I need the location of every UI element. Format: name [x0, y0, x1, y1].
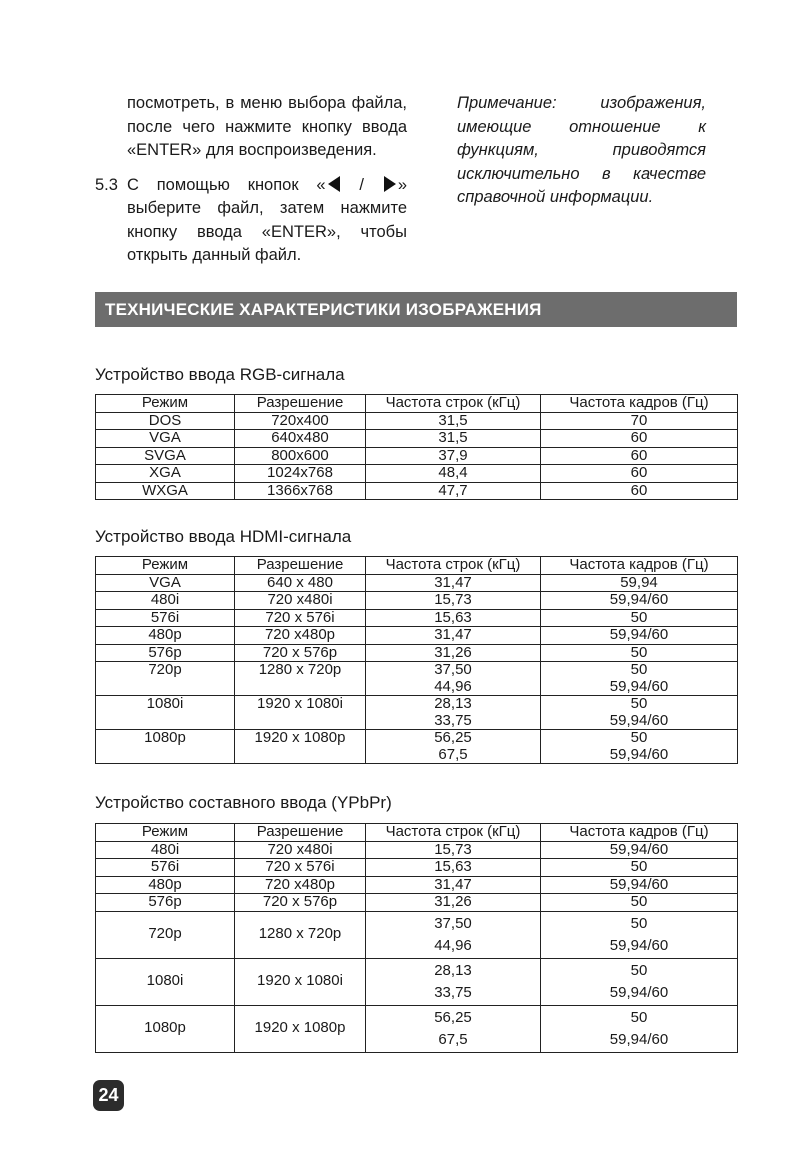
cell-hfreq: 31,5	[366, 430, 541, 448]
hfreq-value-2: 44,96	[434, 677, 472, 695]
cell-mode: 576i	[96, 859, 235, 877]
header-resolution: Разрешение	[235, 557, 366, 575]
table-row	[96, 465, 738, 483]
item-number: 5.3	[95, 175, 118, 194]
table-row	[96, 482, 738, 500]
cell-hfreq: 31,47	[366, 876, 541, 894]
cell-resolution: 1920 x 1080p	[235, 1005, 366, 1052]
cell-vfreq: 70	[541, 412, 738, 430]
cell-vfreq: 60	[541, 447, 738, 465]
cell-mode: 480p	[96, 627, 235, 645]
cell-hfreq: 47,7	[366, 482, 541, 500]
cell-vfreq: 59,94/60	[541, 627, 738, 645]
header-hfreq: Частота строк (кГц)	[366, 557, 541, 575]
cell-vfreq: 50	[541, 609, 738, 627]
cell-mode: DOS	[96, 412, 235, 430]
hfreq-value-1: 28,13	[434, 961, 472, 979]
continued-paragraph: посмотреть, в меню выбора файла, после чего нажмите кнопку ввода «ENTER» для воспроизведения.	[127, 94, 407, 159]
table-row	[96, 876, 738, 894]
vfreq-value-1: 50	[630, 961, 648, 979]
cell-hfreq: 15,73	[366, 592, 541, 610]
table-row	[96, 609, 738, 627]
header-mode: Режим	[96, 824, 235, 842]
cell-vfreq: 50	[541, 644, 738, 662]
hfreq-value-1: 37,50	[434, 914, 472, 932]
cell-mode: 1080i	[96, 696, 235, 730]
header-mode: Режим	[96, 557, 235, 575]
header-resolution: Разрешение	[235, 824, 366, 842]
cell-mode: 576i	[96, 609, 235, 627]
cell-hfreq: 15,73	[366, 841, 541, 859]
cell-mode: 720p	[96, 662, 235, 696]
header-hfreq: Частота строк (кГц)	[366, 395, 541, 413]
cell-hfreq	[366, 662, 541, 696]
note-column: Примечание: изображения, имеющие отношение к функциям, приводятся исключительно в качестве справочной информации.	[457, 94, 706, 206]
hfreq-value-1: 56,25	[434, 1008, 472, 1026]
hfreq-value-2: 33,75	[434, 983, 472, 1001]
rgb-table-caption: Устройство ввода RGB-сигнала	[95, 365, 345, 384]
vfreq-value-1: 50	[630, 729, 648, 746]
table-row	[96, 958, 738, 1005]
table-row	[96, 447, 738, 465]
cell-vfreq	[541, 911, 738, 958]
cell-mode: 720p	[96, 911, 235, 958]
cell-vfreq: 60	[541, 430, 738, 448]
cell-vfreq: 60	[541, 465, 738, 483]
cell-mode: 480i	[96, 592, 235, 610]
cell-hfreq: 15,63	[366, 609, 541, 627]
cell-resolution: 1920 x 1080i	[235, 958, 366, 1005]
vfreq-value-2: 59,94/60	[609, 936, 669, 954]
cell-mode: 1080p	[96, 730, 235, 764]
cell-vfreq: 59,94/60	[541, 592, 738, 610]
table-header-row	[96, 824, 738, 842]
table-row	[96, 841, 738, 859]
cell-vfreq	[541, 1005, 738, 1052]
cell-mode: 480p	[96, 876, 235, 894]
cell-mode: VGA	[96, 574, 235, 592]
cell-hfreq: 31,5	[366, 412, 541, 430]
table-header-row	[96, 395, 738, 413]
table-row	[96, 574, 738, 592]
table-row	[96, 662, 738, 696]
cell-hfreq: 31,47	[366, 574, 541, 592]
cell-hfreq	[366, 958, 541, 1005]
cell-vfreq: 50	[541, 859, 738, 877]
section-heading: ТЕХНИЧЕСКИЕ ХАРАКТЕРИСТИКИ ИЗОБРАЖЕНИЯ	[95, 292, 737, 327]
cell-resolution: 1024x768	[235, 465, 366, 483]
cell-resolution: 640 x 480	[235, 574, 366, 592]
hdmi-table-caption: Устройство ввода HDMI-сигнала	[95, 527, 352, 546]
cell-resolution: 720 x 576p	[235, 894, 366, 912]
cell-vfreq: 59,94/60	[541, 841, 738, 859]
cell-resolution: 720 x 576p	[235, 644, 366, 662]
item-text-start: С помощью кнопок «	[127, 175, 326, 194]
hfreq-value-1: 56,25	[434, 729, 472, 746]
rgb-table	[95, 394, 738, 500]
table-row	[96, 592, 738, 610]
header-vfreq: Частота кадров (Гц)	[541, 557, 738, 575]
cell-hfreq: 31,26	[366, 894, 541, 912]
table-row	[96, 911, 738, 958]
hfreq-value-1: 37,50	[434, 661, 472, 678]
cell-hfreq	[366, 911, 541, 958]
vfreq-value-1: 50	[630, 1008, 648, 1026]
cell-resolution: 1920 x 1080p	[235, 730, 366, 764]
cell-resolution: 1280 x 720p	[235, 911, 366, 958]
cell-mode: 1080i	[96, 958, 235, 1005]
cell-mode: 1080p	[96, 1005, 235, 1052]
cell-mode: WXGA	[96, 482, 235, 500]
cell-hfreq	[366, 696, 541, 730]
cell-mode: 480i	[96, 841, 235, 859]
table-row	[96, 627, 738, 645]
hdmi-table	[95, 556, 738, 764]
header-mode: Режим	[96, 395, 235, 413]
cell-resolution: 800x600	[235, 447, 366, 465]
table-row	[96, 644, 738, 662]
cell-resolution: 1280 x 720p	[235, 662, 366, 696]
cell-hfreq: 31,47	[366, 627, 541, 645]
cell-resolution: 720 x480i	[235, 592, 366, 610]
vfreq-value-2: 59,94/60	[609, 1030, 669, 1048]
cell-vfreq	[541, 730, 738, 764]
cell-hfreq: 31,26	[366, 644, 541, 662]
table-row	[96, 1005, 738, 1052]
cell-mode: VGA	[96, 430, 235, 448]
table-row	[96, 859, 738, 877]
cell-hfreq	[366, 730, 541, 764]
hfreq-value-2: 44,96	[434, 936, 472, 954]
item-text-end: » выберите файл, затем нажмите кнопку ввода «ENTER», чтобы открыть данный файл.	[127, 175, 407, 264]
hfreq-value-1: 28,13	[434, 695, 472, 712]
table-row	[96, 894, 738, 912]
cell-resolution: 720 x 576i	[235, 609, 366, 627]
hfreq-value-2: 33,75	[434, 711, 472, 729]
table-row	[96, 412, 738, 430]
item-slash: /	[341, 175, 382, 194]
cell-resolution: 720 x 576i	[235, 859, 366, 877]
vfreq-value-2: 59,94/60	[609, 711, 669, 729]
cell-vfreq	[541, 696, 738, 730]
header-vfreq: Частота кадров (Гц)	[541, 824, 738, 842]
table-row	[96, 730, 738, 764]
cell-vfreq: 50	[541, 894, 738, 912]
hfreq-value-2: 67,5	[438, 1030, 468, 1048]
cell-mode: XGA	[96, 465, 235, 483]
table-row	[96, 696, 738, 730]
cell-resolution: 1920 x 1080i	[235, 696, 366, 730]
vfreq-value-1: 50	[630, 914, 648, 932]
cell-hfreq: 37,9	[366, 447, 541, 465]
vfreq-value-1: 50	[630, 661, 648, 678]
cell-resolution: 720 x480p	[235, 876, 366, 894]
cell-vfreq: 59,94/60	[541, 876, 738, 894]
cell-mode: 576p	[96, 644, 235, 662]
vfreq-value-1: 50	[630, 695, 648, 712]
left-triangle-icon	[328, 176, 340, 192]
cell-resolution: 720 x480i	[235, 841, 366, 859]
cell-vfreq	[541, 662, 738, 696]
cell-hfreq: 15,63	[366, 859, 541, 877]
table-row	[96, 430, 738, 448]
cell-mode: SVGA	[96, 447, 235, 465]
ypbpr-table-caption: Устройство составного ввода (YPbPr)	[95, 793, 392, 812]
vfreq-value-2: 59,94/60	[609, 983, 669, 1001]
header-vfreq: Частота кадров (Гц)	[541, 395, 738, 413]
hfreq-value-2: 67,5	[438, 745, 468, 763]
cell-hfreq	[366, 1005, 541, 1052]
cell-vfreq: 59,94	[541, 574, 738, 592]
cell-mode: 576p	[96, 894, 235, 912]
right-triangle-icon	[384, 176, 396, 192]
cell-resolution: 1366x768	[235, 482, 366, 500]
list-item-5-3	[95, 174, 407, 268]
header-hfreq: Частота строк (кГц)	[366, 824, 541, 842]
cell-resolution: 720 x480p	[235, 627, 366, 645]
table-header-row	[96, 557, 738, 575]
cell-resolution: 720x400	[235, 412, 366, 430]
cell-vfreq: 60	[541, 482, 738, 500]
vfreq-value-2: 59,94/60	[609, 745, 669, 763]
cell-hfreq: 48,4	[366, 465, 541, 483]
header-resolution: Разрешение	[235, 395, 366, 413]
ypbpr-table	[95, 823, 738, 1053]
left-text-column	[95, 92, 407, 268]
vfreq-value-2: 59,94/60	[609, 677, 669, 695]
cell-vfreq	[541, 958, 738, 1005]
cell-resolution: 640x480	[235, 430, 366, 448]
page-number-badge: 24	[93, 1080, 124, 1111]
